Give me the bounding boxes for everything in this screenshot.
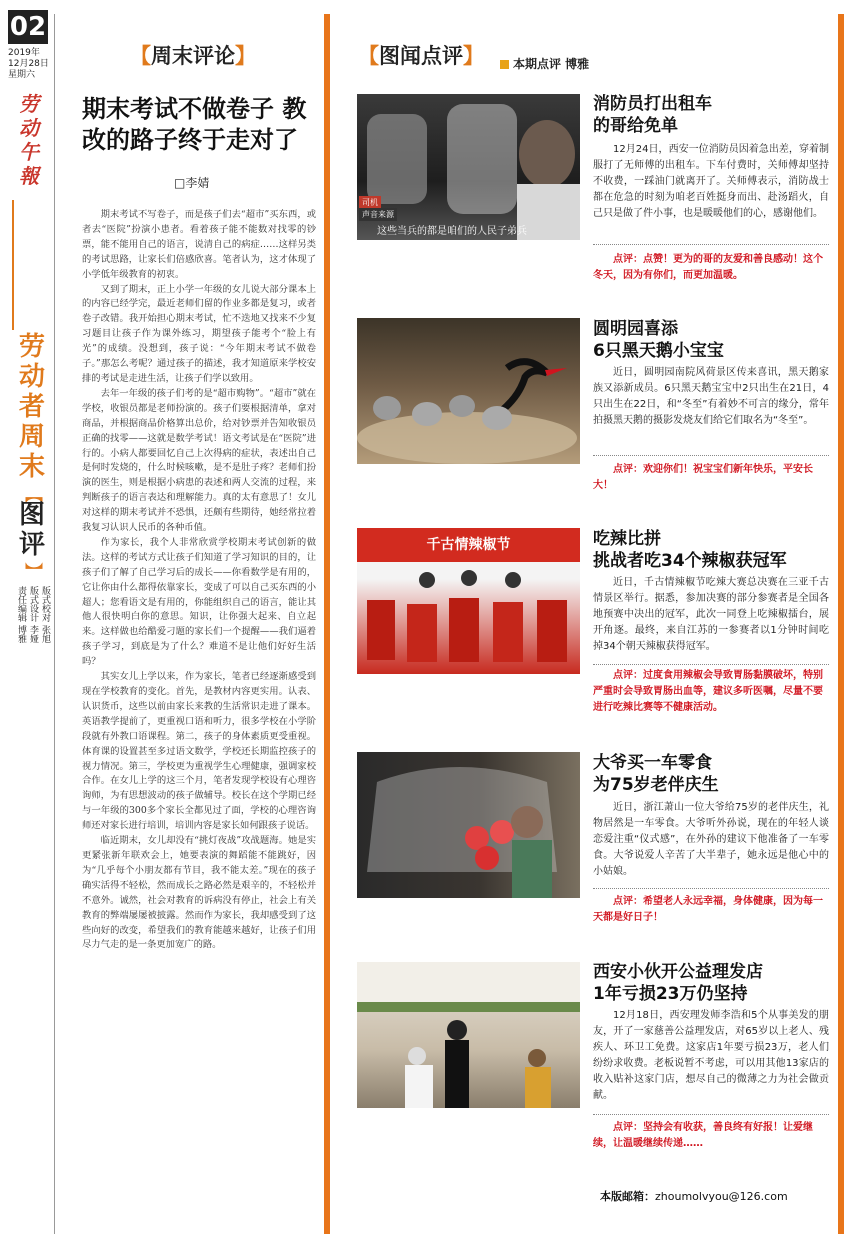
news-title: 吃辣比拼 挑战者吃34个辣椒获冠军 xyxy=(593,529,787,571)
car-trunk-illustration xyxy=(357,752,580,898)
news-photo-swans xyxy=(357,318,580,464)
dotted-divider xyxy=(593,888,829,889)
article-body xyxy=(82,208,316,953)
article-author: □李婧 xyxy=(174,176,210,190)
news-title: 消防员打出租车 的哥给免单 xyxy=(593,94,712,136)
news-body: 近日，千古情辣椒节吃辣大赛总决赛在三亚千古情景区举行。据悉，参加决赛的部分参赛者是全国各地预赛中决出的冠军，此次一同登上吃辣椒擂台，展开角逐。最终，来自江苏的一参赛者以1分钟时间吃掉34个朝天辣椒获得冠军。 xyxy=(593,577,829,652)
section-sub: 图 评 xyxy=(18,500,45,560)
news-body: 12月18日，西安理发师李浩和5个从事美发的朋友，开了一家慈善公益理发店，对65岁以上老人、残疾人、环卫工免费。这家店1年要亏损23万，老人们纷纷求收费。老板说暂不考虑，可以用其他13家店的收入贴补这家门店，想尽自己的微薄之力为社会做贡献。 xyxy=(593,1010,829,1101)
news-body: 12月24日，西安一位消防员因着急出差，穿着制服打了无师傅的出租车。下车付费时，关师傅却坚持不收费，一踩油门就离开了。关师傅表示，消防战士都在危急的时刻为咱老百姓挺身而出、赴汤蹈火，自己只是做了件小事，也是暖暖他们的心，感谢他们。 xyxy=(593,144,829,219)
news-comment: 点评：坚持会有收获，善良终有好报！让爱继续，让温暖继续传递…… xyxy=(593,1122,813,1149)
section-bracket-top: 【 xyxy=(22,486,43,504)
news-photo-chili xyxy=(357,528,580,674)
left-rule xyxy=(12,200,14,330)
date-year: 2019年 xyxy=(8,48,40,58)
article-paragraph: 去年一年级的孩子们考的是“超市购物”。“超市”就在学校，收银员都是老师扮演的。孩子们要根据清单，拿对商品，并根据商品价格算出总价，给对钞票并告知收银员正确的找零——这就是数学考试！语文考试是在“医院”进行的。小病人都要回忆自己上次得病的症状，表述出自己是何时发烧的，什么时候咳嗽，是不是肚子疼？老师们扮演的医生，则是根据小病患的表述和两人交流的过程，来判断孩子的语言表达和理解能力。真的太有意思了！女儿对这样的期末考试并不恐惧，还颇有些期待，她经常拉着我复习认识人民币的各种币值。 xyxy=(82,387,316,534)
news-comment: 点评：欢迎你们！祝宝宝们新年快乐，平安长大！ xyxy=(593,464,813,491)
news-title: 大爷买一车零食 为75岁老伴庆生 xyxy=(593,753,719,795)
section-bracket-bottom: 】 xyxy=(22,562,43,580)
dotted-divider xyxy=(593,1114,829,1115)
news-review-header: 【图闻点评】 xyxy=(358,44,484,68)
date-weekday: 星期六 xyxy=(8,70,36,80)
news-photo-snacks xyxy=(357,752,580,898)
dotted-divider xyxy=(593,455,829,456)
photo-tag-source: 声音来源 xyxy=(359,208,397,221)
right-edge-bar xyxy=(838,14,844,1234)
article-paragraph: 期末考试不写卷子，而是孩子们去“超市”买东西，或者去“医院”扮演小患者。看着孩子能不能数对找零的钞票，能不能用自己的语言，说清自己的病症……这样另类的考试思路，让家长们倍感欣喜。笔者认为，这才体现了小学低年级教育的初衷。 xyxy=(82,209,316,280)
credit-proofread: 版式校对 张旭 xyxy=(40,586,50,643)
news-comment: 点评：希望老人永远幸福，身体健康，因为每一天都是好日子！ xyxy=(593,896,823,923)
news-review-host: 本期点评 博雅 xyxy=(500,55,589,72)
news-body: 近日，圆明园南院风荷景区传来喜讯，黑天鹅家族又添新成员。6只黑天鹅宝宝中2只出生在21日，4只出生在22日，和“冬至”有着妙不可言的缘分，常年拍摄黑天鹅的摄影发烧友们给它们取名为“冬至”。 xyxy=(593,367,829,426)
news-photo-barber xyxy=(357,962,580,1108)
masthead-logo: 劳 动 午 報 xyxy=(19,92,39,188)
dotted-divider xyxy=(593,244,829,245)
barber-shop-illustration xyxy=(357,962,580,1108)
article-paragraph: 临近期末，女儿却没有“挑灯夜战”攻战题海。她是实更紧张新年联欢会上，她要表演的舞蹈能不能跳好，因为“几乎每个小朋友都有节目，我不能太差。”现在的孩子确实活得不轻松，然而成长之路必然是艰辛的，不轻松并不意外。诚然，社会对教育的诉病没有停止，社会上有关教育的弊端屡屡被披露。然而作为家长，我却感受到了这些向好的改变，希望我们的教育能越来越好，让孩子们用尽力气走的是一条更加宽广的路。 xyxy=(82,835,316,951)
square-icon xyxy=(500,60,509,69)
article-title: 期末考试不做卷子 教改的路子终于走对了 xyxy=(82,95,307,154)
article-paragraph: 作为家长，我个人非常欣赏学校期末考试创新的做法。这样的考试方式让孩子们知道了学习知识的目的，让孩子们了解了自己学习后的成长——你看数学是有用的，它让你由什么都得依靠家长，变成了可以自己买东西的小超人；您看语文是有用的，你能组织自己的语言，能让其他人很快明白你的意思。知识，让你强大起来、自立起来。这样做也给酷爱刁题的家长们一个提醒——我们逼着孩子学习，到底是为了什么？难道不是让他们好好生活吗？ xyxy=(82,536,316,668)
credit-design: 版式设计 李娅 xyxy=(28,586,38,643)
news-comment: 点评：过度食用辣椒会导致胃肠黏膜破坏，特别严重时会导致胃肠出血等，建议多听医嘱，尽量不要进行吃辣比赛等不健康活动。 xyxy=(593,670,823,713)
page-email: 本版邮箱：zhoumolvyou@126.com xyxy=(600,1190,788,1203)
dotted-divider xyxy=(593,664,829,665)
credit-editor: 责任编辑 博雅 xyxy=(16,586,26,643)
article-paragraph: 其实女儿上学以来，作为家长，笔者已经逐渐感受到现在学校教育的变化。首先，是教材内容更实用。认表、认识货币，这些以前由家长来教的生活常识走进了课本。英语教学提前了，更重视口语和听力，很多学校在小学阶段就有外教口语课程。第二，孩子的身体素质更受重视。体育课的设置甚至多过语文数学，学校还长期监控孩子的视力情况。第三，学校更为重视学生心理健康，强调家校合作。在女儿上学的这三个月，笔者发现学校设有心理咨询师，为有思想波动的孩子做辅导。校长在这个学期已经与一年级的300多个家长全都见过了面，学校的心理咨询师还对家长进行培训，培训内容是家长如何跟孩子说话。 xyxy=(82,671,316,832)
photo-tag: 司机 xyxy=(359,196,381,209)
news-photo-taxi xyxy=(357,94,580,240)
date-day: 12月28日 xyxy=(8,59,49,69)
news-title: 西安小伙开公益理发店 1年亏损23万仍坚持 xyxy=(593,962,763,1004)
section-name: 劳 动 者 周 末 xyxy=(18,332,45,482)
news-title: 圆明园喜添 6只黑天鹅小宝宝 xyxy=(593,319,724,361)
column-divider-bar xyxy=(324,14,330,1234)
news-comment: 点评：点赞！更为的哥的友爱和善良感动！这个冬天，因为有你们，而更加温暖。 xyxy=(593,254,823,281)
photo-banner: 千古情辣椒节 xyxy=(357,528,580,562)
page-number: 02 xyxy=(9,12,47,42)
swans-illustration xyxy=(357,318,580,464)
article-paragraph: 又到了期末，正上小学一年级的女儿说大部分课本上的内容已经学完，最近老师们留的作业多都是复习，或者卷子改错。我开始担心期末考试，忙不迭地又找来不少复习题目让孩子作为课外练习，期望孩子能考个“脸上有光”的成绩。没想到，孩子说：“今年期末考试不做卷子。”那怎么考呢？通过孩子的描述，我才知道原来学校安排的考试是走进生活，让孩子们学以致用。 xyxy=(82,283,316,384)
left-divider xyxy=(54,14,55,1234)
photo-subtitle: 这些当兵的都是咱们的人民子弟兵 xyxy=(377,226,527,237)
commentary-header: 【周末评论】 xyxy=(130,44,256,68)
news-body: 近日，浙江萧山一位大爷给75岁的老伴庆生，礼物居然是一车零食。大爷听外孙说，现在的年轻人谈恋爱注重“仪式感”，在外孙的建议下他准备了一车零食。大爷说爱人辛苦了大半辈子，她永远是他心中的小姑娘。 xyxy=(593,802,829,877)
